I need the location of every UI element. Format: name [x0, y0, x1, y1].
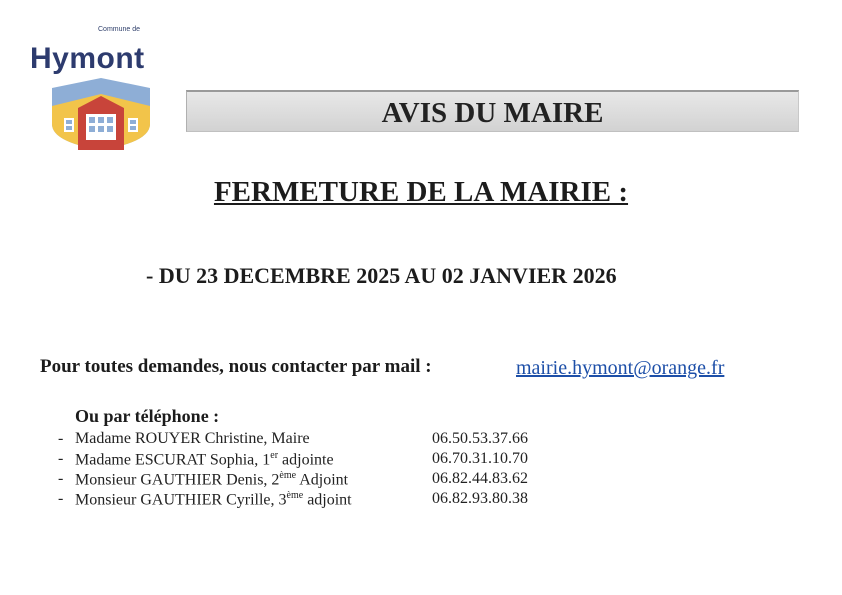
bullet-dash: - — [58, 470, 64, 487]
contact-phone-number: 06.82.93.80.38 — [432, 490, 528, 507]
town-hall-emblem — [52, 78, 150, 150]
contact-name: Madame ESCURAT Sophia, 1er adjointe — [75, 450, 334, 469]
phone-heading: Ou par téléphone : — [75, 406, 220, 426]
logo-subtitle: Commune de — [98, 26, 141, 33]
email-link[interactable]: mairie.hymont@orange.fr — [516, 357, 725, 379]
contact-name: Monsieur GAUTHIER Denis, 2ème Adjoint — [75, 470, 349, 489]
logo-name: Hymont — [30, 42, 145, 75]
contact-name: Monsieur GAUTHIER Cyrille, 3ème adjoint — [75, 490, 352, 509]
contact-phone-number: 06.70.31.10.70 — [432, 450, 528, 467]
bullet-dash: - — [58, 450, 64, 467]
closure-dates: - DU 23 DECEMBRE 2025 AU 02 JANVIER 2026 — [146, 263, 617, 288]
bullet-dash: - — [58, 430, 64, 447]
contact-phone-number: 06.50.53.37.66 — [432, 430, 528, 447]
bullet-dash: - — [58, 490, 64, 507]
contact-phone-number: 06.82.44.83.62 — [432, 470, 528, 487]
commune-logo — [28, 26, 180, 152]
notice-title: AVIS DU MAIRE — [381, 97, 604, 129]
title-banner — [186, 90, 799, 132]
contact-name: Madame ROUYER Christine, Maire — [75, 430, 310, 447]
contact-text: Pour toutes demandes, nous contacter par mail : — [40, 356, 432, 377]
closure-heading: FERMETURE DE LA MAIRIE : — [213, 176, 629, 208]
